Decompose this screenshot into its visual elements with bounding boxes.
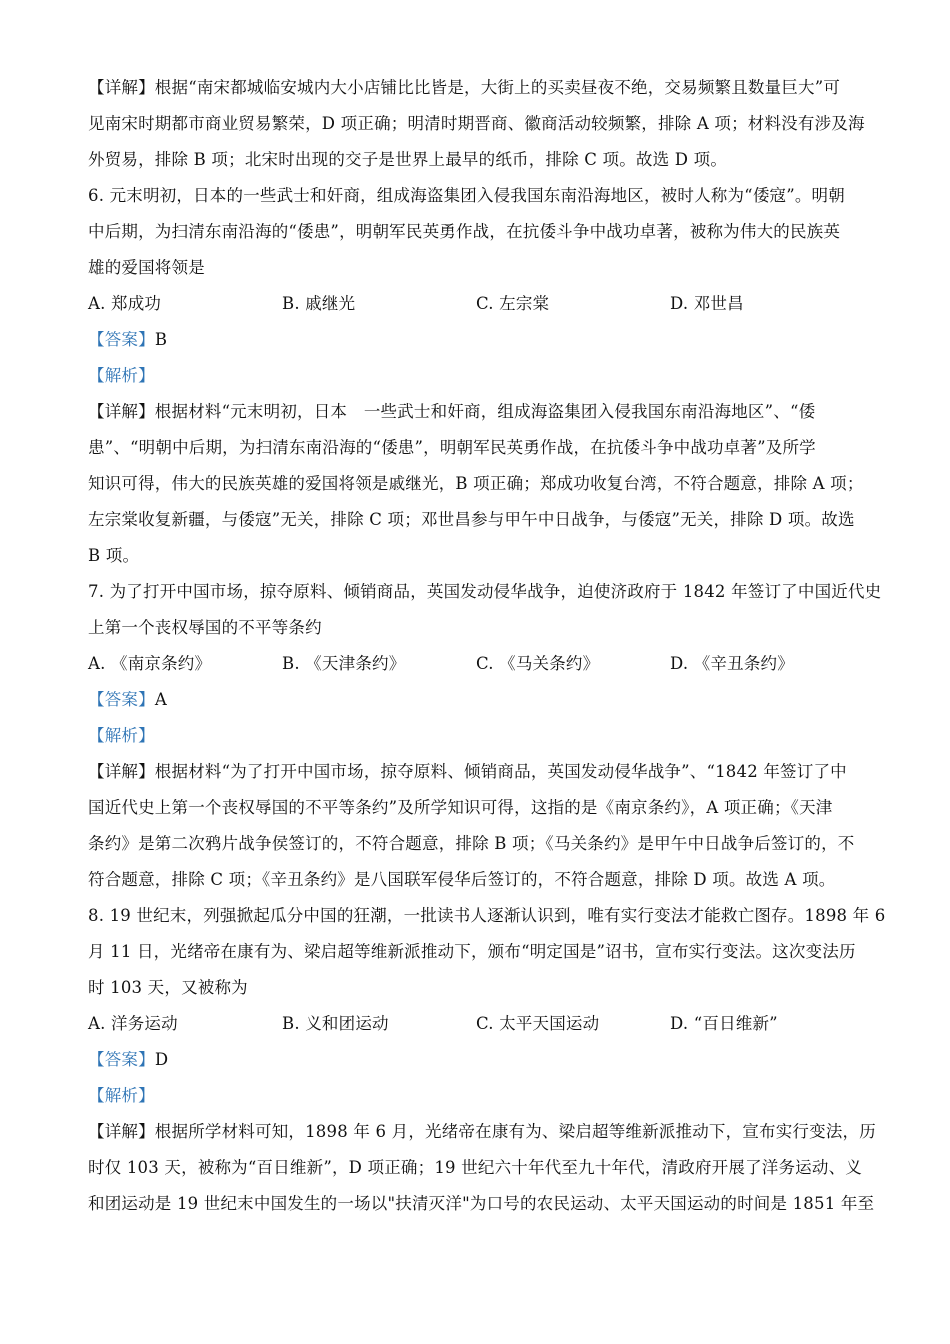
answer-value: D bbox=[154, 1050, 169, 1069]
q7-answer bbox=[88, 682, 866, 718]
q5-detail-line: 见南宋时期都市商业贸易繁荣，D 项正确；明清时期晋商、徽商活动较频繁，排除 A 项；材料没有涉及海 bbox=[88, 114, 865, 133]
answer-tag: 【答案】 bbox=[88, 690, 155, 709]
q6-detail-line: 左宗棠收复新疆，与倭寇”无关，排除 C 项；邓世昌参与甲午中日战争，与倭寇”无关，排除 D 项。故选 bbox=[88, 510, 855, 529]
q8-detail-line: 【详解】根据所学材料可知，1898 年 6 月，光绪帝在康有为、梁启超等维新派推动下，宣布实行变法，历 bbox=[88, 1122, 876, 1141]
q5-detail-line: 【详解】根据“南宋都城临安城内大小店铺比比皆是，大街上的买卖昼夜不绝，交易频繁且数量巨大”可 bbox=[88, 78, 841, 97]
q7-option-d: D. 《辛丑条约》 bbox=[670, 654, 794, 673]
q7-detail-line: 条约》是第二次鸦片战争侯签订的，不符合题意，排除 B 项；《马关条约》是甲午中日战争后签订的，不 bbox=[88, 834, 855, 853]
q6-question-line: 雄的爱国将领是 bbox=[88, 258, 205, 277]
q8-analysis-tag: 【解析】 bbox=[88, 1086, 155, 1105]
q6-options bbox=[88, 286, 866, 322]
document-page bbox=[88, 70, 886, 1222]
q7-detail-line: 【详解】根据材料“为了打开中国市场，掠夺原料、倾销商品，英国发动侵华战争”、“1842 年签订了中 bbox=[88, 762, 847, 781]
q8-detail-line: 和团运动是 19 世纪末中国发生的一场以"扶清灭洋"为口号的农民运动、太平天国运动的时间是 1851 年至 bbox=[88, 1194, 875, 1213]
q6-option-b: B. 戚继光 bbox=[282, 294, 356, 313]
q6-detail-line: 患”、“明朝中后期，为扫清东南沿海的“倭患”，明朝军民英勇作战，在抗倭斗争中战功卓著”及所学 bbox=[88, 438, 816, 457]
q7-detail-line: 符合题意，排除 C 项；《辛丑条约》是八国联军侵华后签订的，不符合题意，排除 D 项。故选 A 项。 bbox=[88, 870, 836, 889]
answer-tag: 【答案】 bbox=[88, 330, 155, 349]
q8-option-b: B. 义和团运动 bbox=[282, 1014, 389, 1033]
q8-option-a: A. 洋务运动 bbox=[88, 1014, 178, 1033]
q8-question-line: 8. 19 世纪末，列强掀起瓜分中国的狂潮，一批读书人逐渐认识到，唯有实行变法才能救亡图存。1898 年 6 bbox=[88, 906, 886, 925]
q8-question-line: 时 103 天，又被称为 bbox=[88, 978, 248, 997]
q8-option-d: D. “百日维新” bbox=[670, 1014, 778, 1033]
answer-tag: 【答案】 bbox=[88, 1050, 155, 1069]
q6-question-line: 中后期，为扫清东南沿海的“倭患”，明朝军民英勇作战，在抗倭斗争中战功卓著，被称为伟大的民族英 bbox=[88, 222, 841, 241]
q6-answer bbox=[88, 322, 866, 358]
q6-detail-line: B 项。 bbox=[88, 546, 140, 565]
q7-option-a: A. 《南京条约》 bbox=[88, 654, 212, 673]
q7-options bbox=[88, 646, 866, 682]
q8-option-c: C. 太平天国运动 bbox=[476, 1014, 600, 1033]
q6-detail-line: 【详解】根据材料“元末明初，日本 一些武士和奸商，组成海盗集团入侵我国东南沿海地区”、“倭 bbox=[88, 402, 816, 421]
q6-option-a: A. 郑成功 bbox=[88, 294, 162, 313]
q7-question-line: 7. 为了打开中国市场，掠夺原料、倾销商品，英国发动侵华战争，迫使济政府于 1842 年签订了中国近代史 bbox=[88, 582, 882, 601]
q8-answer bbox=[88, 1042, 866, 1078]
q8-question-line: 月 11 日，光绪帝在康有为、梁启超等维新派推动下，颁布“明定国是”诏书，宣布实行变法。这次变法历 bbox=[88, 942, 856, 961]
q5-detail-line: 外贸易，排除 B 项；北宋时出现的交子是世界上最早的纸币，排除 C 项。故选 D 项。 bbox=[88, 150, 728, 169]
q7-analysis-tag: 【解析】 bbox=[88, 726, 155, 745]
q7-option-b: B. 《天津条约》 bbox=[282, 654, 406, 673]
q7-question-line: 上第一个丧权辱国的不平等条约 bbox=[88, 618, 322, 637]
q7-detail-line: 国近代史上第一个丧权辱国的不平等条约”及所学知识可得，这指的是《南京条约》，A 项正确；《天津 bbox=[88, 798, 833, 817]
q8-options bbox=[88, 1006, 866, 1042]
q6-detail-line: 知识可得，伟大的民族英雄的爱国将领是戚继光，B 项正确；郑成功收复台湾，不符合题意，排除 A 项； bbox=[88, 474, 864, 493]
q6-question-line: 6. 元末明初，日本的一些武士和奸商，组成海盗集团入侵我国东南沿海地区，被时人称为“倭寇”。明朝 bbox=[88, 186, 845, 205]
q7-option-c: C. 《马关条约》 bbox=[476, 654, 600, 673]
q8-detail-line: 时仅 103 天，被称为“百日维新”，D 项正确；19 世纪六十年代至九十年代，清政府开展了洋务运动、义 bbox=[88, 1158, 862, 1177]
q6-analysis-tag: 【解析】 bbox=[88, 366, 155, 385]
q6-option-c: C. 左宗棠 bbox=[476, 294, 550, 313]
answer-value: B bbox=[154, 330, 168, 349]
q6-option-d: D. 邓世昌 bbox=[670, 294, 744, 313]
answer-value: A bbox=[154, 690, 167, 709]
